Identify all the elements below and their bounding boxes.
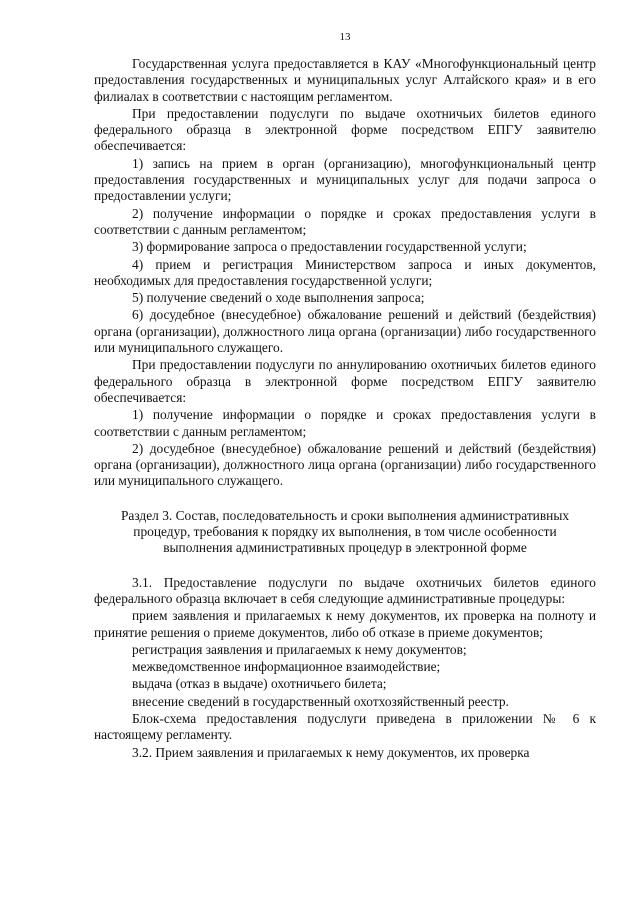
paragraph-annulment-intro: При предоставлении подуслуги по аннулированию охотничьих билетов единого федерального образца в электронной форме посредством ЕПГУ заявителю обеспечивается: bbox=[94, 357, 596, 405]
procedure-item-reception: прием заявления и прилагаемых к нему документов, их проверка на полноту и принятие решения о приеме документов, либо об отказе в приеме документов; bbox=[94, 608, 596, 640]
page-number: 13 bbox=[339, 31, 351, 43]
list-item-4-registration: 4) прием и регистрация Министерством запроса и иных документов, необходимых для предоставления государственной услуги; bbox=[94, 256, 596, 288]
list-item-5-status: 5) получение сведений о ходе выполнения запроса; bbox=[132, 290, 425, 306]
annulment-item-2-appeal: 2) досудебное (внесудебное) обжалование решений и действий (бездействия) органа (организации), должностного лица органа (организации) либо государственного или муниципального служащего. bbox=[94, 440, 596, 489]
section-3-heading: Раздел 3. Состав, последовательность и сроки выполнения административных процедур, требования к порядку их выполнения, в том числе особенности выполнения административных процедур в электронной форме bbox=[120, 507, 570, 556]
procedure-item-registry: внесение сведений в государственный охотхозяйственный реестр. bbox=[132, 693, 509, 709]
procedure-item-registration: регистрация заявления и прилагаемых к нему документов; bbox=[132, 641, 467, 657]
paragraph-issuance-intro: При предоставлении подуслуги по выдаче охотничьих билетов единого федерального образца в электронной форме посредством ЕПГУ заявителю обеспечивается: bbox=[94, 105, 596, 154]
paragraph-3-1: 3.1. Предоставление подуслуги по выдаче охотничьих билетов единого федерального образца включает в себя следующие административные процедуры: bbox=[94, 574, 596, 606]
paragraph-service-provider: Государственная услуга предоставляется в КАУ «Многофункциональный центр предоставления государственных и муниципальных услуг Алтайского края» и в его филиалах в соответствии с настоящим регламентом. bbox=[94, 56, 596, 104]
list-item-3-request: 3) формирование запроса о предоставлении государственной услуги; bbox=[132, 239, 527, 255]
procedure-item-issuance: выдача (отказ в выдаче) охотничьего билета; bbox=[132, 676, 387, 692]
paragraph-3-2: 3.2. Прием заявления и прилагаемых к нему документов, их проверка bbox=[132, 744, 530, 760]
list-item-2-information: 2) получение информации о порядке и сроках предоставления услуги в соответствии с данным регламентом; bbox=[94, 205, 596, 237]
procedure-item-interagency: межведомственное информационное взаимодействие; bbox=[132, 659, 441, 675]
document-body bbox=[94, 56, 596, 761]
paragraph-flowchart-reference: Блок-схема предоставления подуслуги приведена в приложении № 6 к настоящему регламенту. bbox=[94, 710, 596, 743]
list-item-1-appointment: 1) запись на прием в орган (организацию), многофункциональный центр предоставления государственных и муниципальных услуг для подачи запроса о предоставлении услуги; bbox=[94, 155, 596, 204]
annulment-item-1-information: 1) получение информации о порядке и сроках предоставления услуги в соответствии с данным регламентом; bbox=[94, 407, 596, 439]
list-item-6-appeal: 6) досудебное (внесудебное) обжалование решений и действий (бездействия) органа (организации), должностного лица органа (организации) либо государственного или муниципального служащего. bbox=[94, 307, 596, 356]
